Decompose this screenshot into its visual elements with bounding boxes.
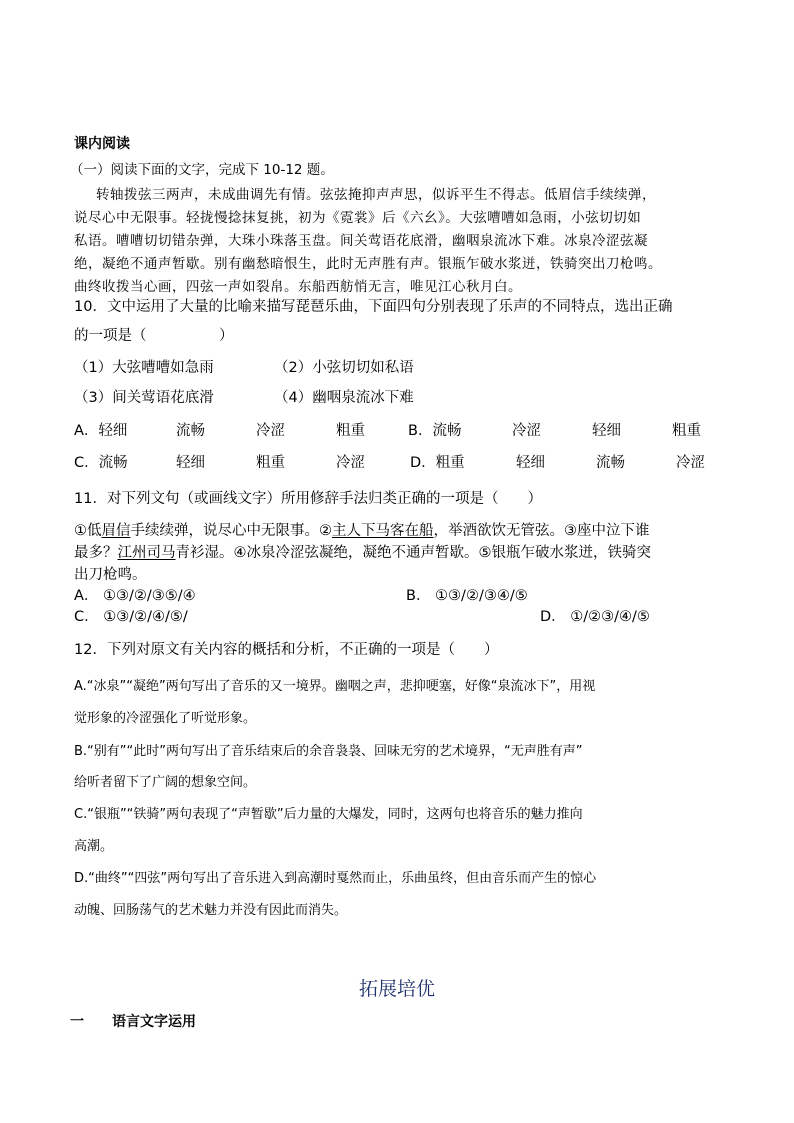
q10-item: （2）小弦切切如私语 [274, 360, 414, 376]
q12-option-b: B.“别有”“此时”两句写出了音乐结束后的余音袅袅、回味无穷的艺术境界，“无声胜有声” [74, 744, 583, 759]
passage-intro: （一）阅读下面的文字，完成下 10-12 题。 [70, 162, 334, 178]
q11-option-c: C． ①③/②/④/⑤/ [74, 609, 188, 625]
option-word: 粗重 [336, 423, 365, 439]
option-word: 轻细 [516, 455, 545, 471]
option-word: 轻细 [592, 423, 621, 439]
q10-item: （4）幽咽泉流冰下难 [274, 390, 414, 406]
option-word: 流畅 [596, 455, 625, 471]
sentence-text: 最多？ [74, 545, 118, 561]
q11-sentences-line [74, 519, 650, 540]
q12-stem: 12．下列对原文有关内容的概括和分析，不正确的一项是（ ） [74, 642, 499, 658]
option-word: 冷涩 [336, 455, 365, 471]
passage-line: 说尽心中无限事。轻拢慢捻抹复挑，初为《霓裳》后《六幺》。大弦嘈嘈如急雨，小弦切切如 [74, 210, 642, 226]
underlined-text: 眉信 [101, 523, 131, 539]
q12-option-a: A.“冰泉”“凝绝”两句写出了音乐的又一境界。幽咽之声，悲抑哽塞，好像“泉流冰下”，用视 [74, 679, 596, 694]
option-b-label: B．流畅 [408, 423, 462, 439]
sentence-text: ，举酒欲饮无管弦。③座中泣下谁 [433, 523, 650, 539]
q10-item: （3）间关莺语花底滑 [74, 390, 214, 406]
sentence-text: 青衫湿。④冰泉冷涩弦凝绝，凝绝不通声暂歇。⑤银瓶乍破水浆迸，铁骑突 [175, 545, 651, 561]
option-d-label: D．粗重 [410, 455, 465, 471]
sentence-text: ①低 [74, 523, 102, 539]
passage-line: 私语。嘈嘈切切错杂弹，大珠小珠落玉盘。间关莺语花底滑，幽咽泉流冰下难。冰泉冷涩弦凝 [74, 233, 648, 249]
option-word: 冷涩 [256, 423, 285, 439]
option-word: 轻细 [176, 455, 205, 471]
q11-sentences-line: 出刀枪鸣。 [74, 567, 147, 583]
underlined-text: 江州司马 [117, 545, 176, 561]
q11-stem: 11．对下列文句（或画线文字）所用修辞手法归类正确的一项是（ ） [74, 491, 542, 507]
q11-option-a: A． ①③/②/③⑤/④ [74, 588, 196, 604]
passage-line: 曲终收拨当心画，四弦一声如裂帛。东船西舫悄无言，唯见江心秋月白。 [74, 279, 522, 295]
q12-option-d-cont: 动魄、回肠荡气的艺术魅力并没有因此而消失。 [74, 903, 348, 918]
option-word: 粗重 [256, 455, 285, 471]
subsection-title: 一 语言文字运用 [70, 1014, 196, 1030]
q12-option-c-cont: 高潮。 [74, 839, 114, 854]
passage-line: 转轴拨弦三两声，未成曲调先有情。弦弦掩抑声声思，似诉平生不得志。低眉信手续续弹， [96, 187, 656, 203]
q11-sentences-line [74, 541, 651, 562]
q11-option-d: D． ①/②③/④/⑤ [540, 609, 650, 625]
option-word: 冷涩 [676, 455, 705, 471]
option-a-label: A．轻细 [74, 423, 128, 439]
option-word: 粗重 [672, 423, 701, 439]
q10-stem-cont: 的一项是（ ） [74, 328, 234, 344]
q12-option-b-cont: 给听者留下了广阔的想象空间。 [74, 775, 257, 790]
extension-title: 拓展培优 [358, 978, 435, 1000]
option-word: 流畅 [176, 423, 205, 439]
q11-option-b: B． ①③/②/③④/⑤ [406, 588, 528, 604]
sentence-text: 手续续弹，说尽心中无限事。② [130, 523, 332, 539]
section-title: 课内阅读 [74, 136, 130, 152]
q10-item: （1）大弦嘈嘈如急雨 [74, 360, 214, 376]
q12-option-a-cont: 觉形象的冷涩强化了听觉形象。 [74, 711, 257, 726]
q12-option-c: C.“银瓶”“铁骑”两句表现了“声暂歇”后力量的大爆发，同时，这两句也将音乐的魅力推向 [74, 807, 583, 822]
underlined-text: 主人下马客在船 [332, 523, 434, 539]
option-c-label: C．流畅 [74, 455, 128, 471]
q12-option-d: D.“曲终”“四弦”两句写出了音乐进入到高潮时戛然而止，乐曲虽终，但由音乐而产生的惊心 [74, 871, 597, 886]
option-word: 冷涩 [512, 423, 541, 439]
q10-stem: 10．文中运用了大量的比喻来描写琵琶乐曲，下面四句分别表现了乐声的不同特点，选出正确 [74, 299, 673, 315]
passage-line: 绝，凝绝不通声暂歇。别有幽愁暗恨生，此时无声胜有声。银瓶乍破水浆迸，铁骑突出刀枪鸣。 [74, 256, 662, 272]
